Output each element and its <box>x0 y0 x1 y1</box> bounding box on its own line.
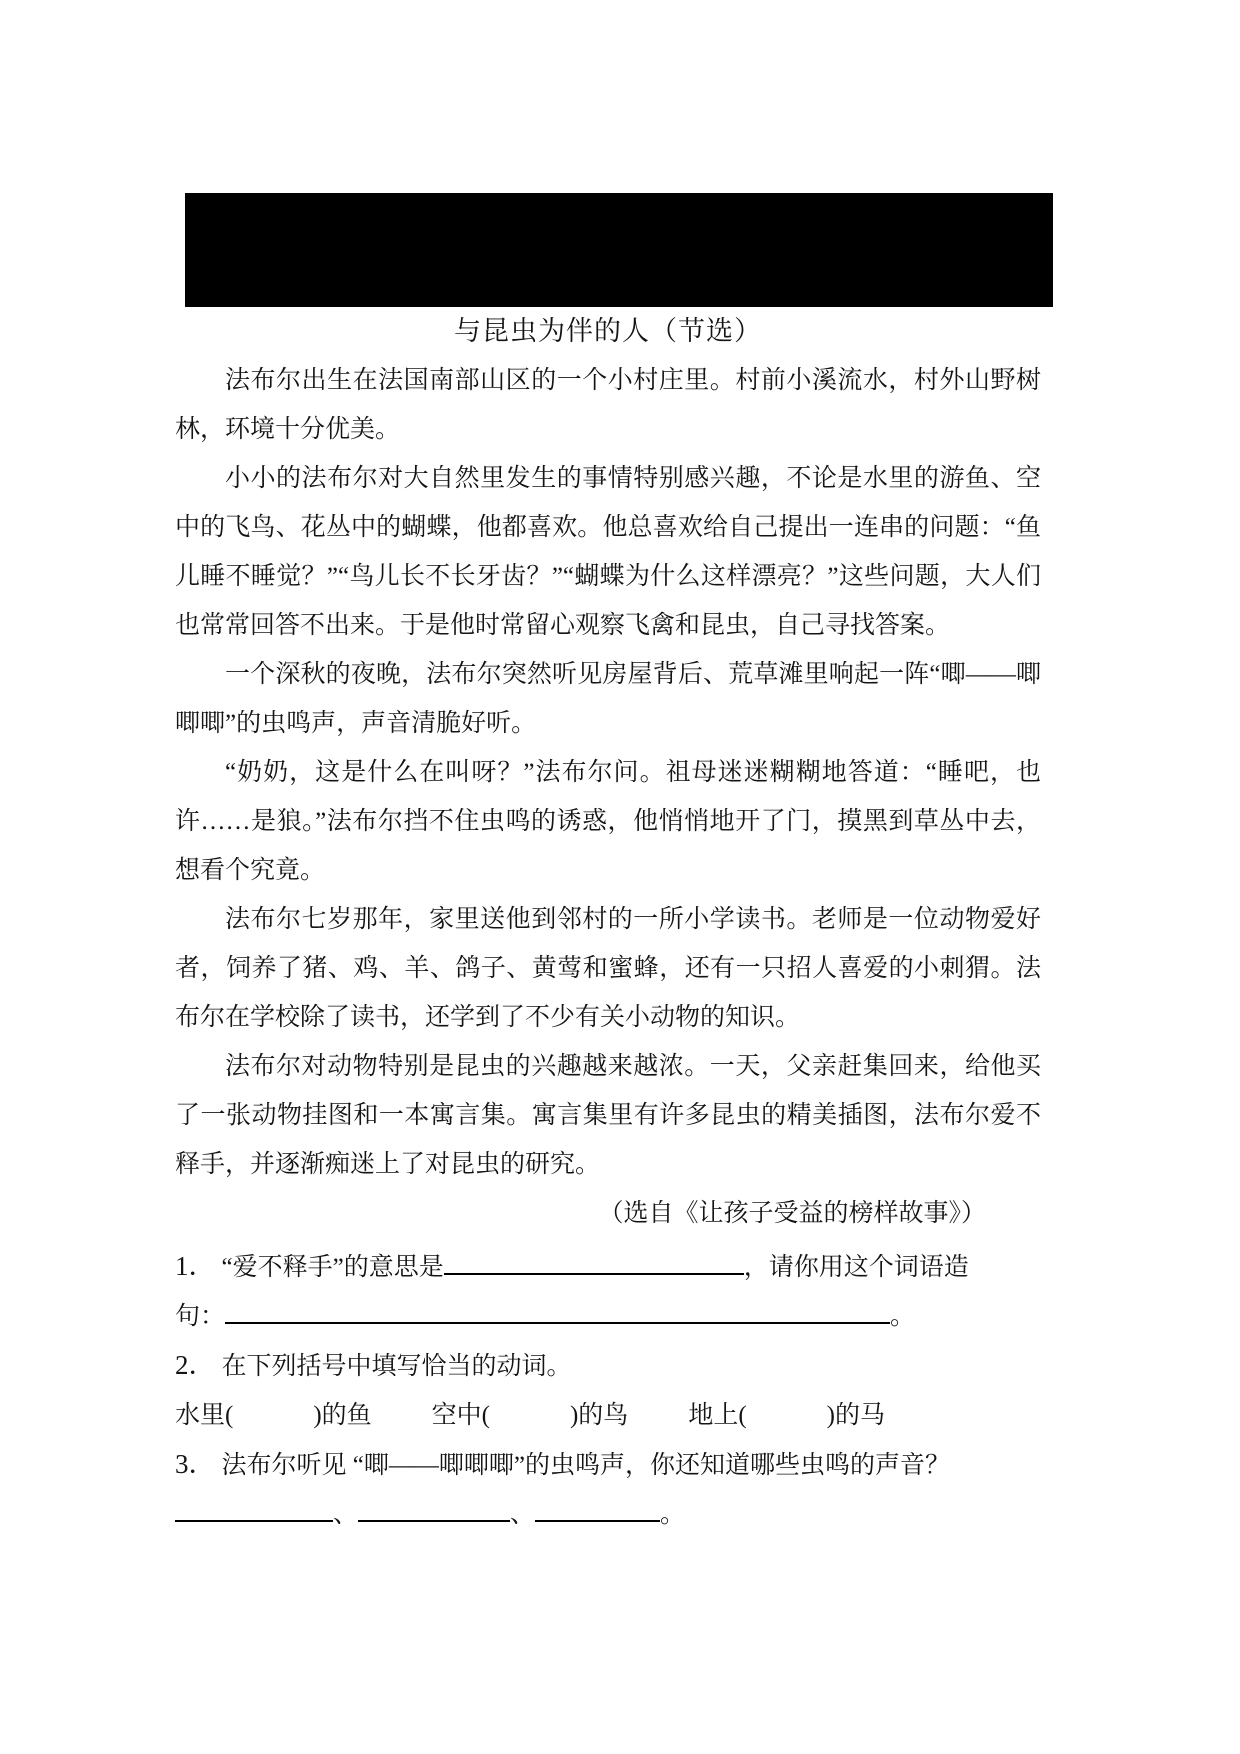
fill-group-fish <box>175 1391 372 1440</box>
question-1-line-2 <box>175 1292 1041 1341</box>
question-1-text-after-blank: ，请你用这个词语造 <box>743 1254 969 1281</box>
article-title: 与昆虫为伴的人（节选） <box>454 316 762 346</box>
fill-group-bird <box>432 1391 629 1440</box>
questions-section <box>175 1242 1041 1539</box>
question-1-line-1 <box>175 1242 1041 1292</box>
fill-group-bird-pre: 空中( <box>431 1402 490 1429</box>
fill-group-horse-post: )的马 <box>826 1402 885 1429</box>
fill-group-horse-pre: 地上( <box>688 1402 747 1429</box>
question-2-fill-line <box>175 1391 1041 1440</box>
question-1-sentence-label: 句： <box>175 1303 226 1330</box>
answer-blank-q1-sentence <box>225 1297 890 1325</box>
paragraph-2: 小小的法布尔对大自然里发生的事情特别感兴趣，不论是水里的游鱼、空中的飞鸟、花丛中的蝴蝶，他都喜欢。他总喜欢给自己提出一连串的问题：“鱼儿睡不睡觉？”“鸟儿长不长牙齿？”“蝴蝶为什么这样漂亮？”这些问题，大人们也常常回答不出来。于是他时常留心观察飞禽和昆虫，自己寻找答案。 <box>175 465 1041 639</box>
answer-blank-q3-2 <box>358 1495 510 1523</box>
paragraph-5: 法布尔七岁那年，家里送他到邻村的一所小学读书。老师是一位动物爱好者，饲养了猪、鸡、羊、鸽子、黄莺和蜜蜂，还有一只招人喜爱的小刺猬。法布尔在学校除了读书，还学到了不少有关小动物的知识。 <box>175 906 1041 1031</box>
paragraph-4: “奶奶，这是什么在叫呀？”法布尔问。祖母迷迷糊糊地答道：“睡吧，也许……是狼。”法布尔挡不住虫鸣的诱惑，他悄悄地开了门，摸黑到草丛中去，想看个究竟。 <box>175 759 1041 884</box>
question-1-line-2-period: 。 <box>890 1303 916 1330</box>
question-3 <box>175 1440 1041 1490</box>
question-3-separator-1: 、 <box>333 1501 359 1528</box>
paragraph-1: 法布尔出生在法国南部山区的一个小村庄里。村前小溪流水，村外山野树林，环境十分优美。 <box>175 367 1041 443</box>
paragraph-3: 一个深秋的夜晚，法布尔突然听见房屋背后、荒草滩里响起一阵“唧——唧唧唧”的虫鸣声，声音清脆好听。 <box>175 661 1041 737</box>
answer-blank-q1-meaning <box>444 1248 744 1276</box>
question-3-number: 3． <box>175 1449 216 1479</box>
fill-group-fish-post: )的鱼 <box>313 1402 372 1429</box>
paragraph-6: 法布尔对动物特别是昆虫的兴趣越来越浓。一天，父亲赶集回来，给他买了一张动物挂图和一本寓言集。寓言集里有许多昆虫的精美插图，法布尔爱不释手，并逐渐痴迷上了对昆虫的研究。 <box>175 1053 1041 1178</box>
question-2 <box>175 1341 1041 1391</box>
question-1-text-before-blank: “爱不释手”的意思是 <box>221 1254 444 1281</box>
question-2-number: 2． <box>175 1350 216 1380</box>
article <box>175 307 1041 1539</box>
question-2-text: 在下列括号中填写恰当的动词。 <box>221 1353 572 1380</box>
source-attribution: （选自《让孩子受益的榜样故事》） <box>598 1200 986 1227</box>
fill-group-fish-pre: 水里( <box>175 1402 234 1429</box>
question-3-text: 法布尔听见 “唧——唧唧唧”的虫鸣声，你还知道哪些虫鸣的声音？ <box>221 1452 950 1479</box>
redacted-header-image <box>185 193 1053 307</box>
question-3-period: 。 <box>660 1501 686 1528</box>
question-3-blanks <box>175 1490 1041 1539</box>
fill-group-horse <box>688 1391 885 1440</box>
question-3-separator-2: 、 <box>510 1501 536 1528</box>
answer-blank-q3-1 <box>175 1495 333 1523</box>
question-1-number: 1． <box>175 1251 216 1281</box>
fill-group-bird-post: )的鸟 <box>569 1402 629 1429</box>
answer-blank-q3-3 <box>535 1495 660 1523</box>
